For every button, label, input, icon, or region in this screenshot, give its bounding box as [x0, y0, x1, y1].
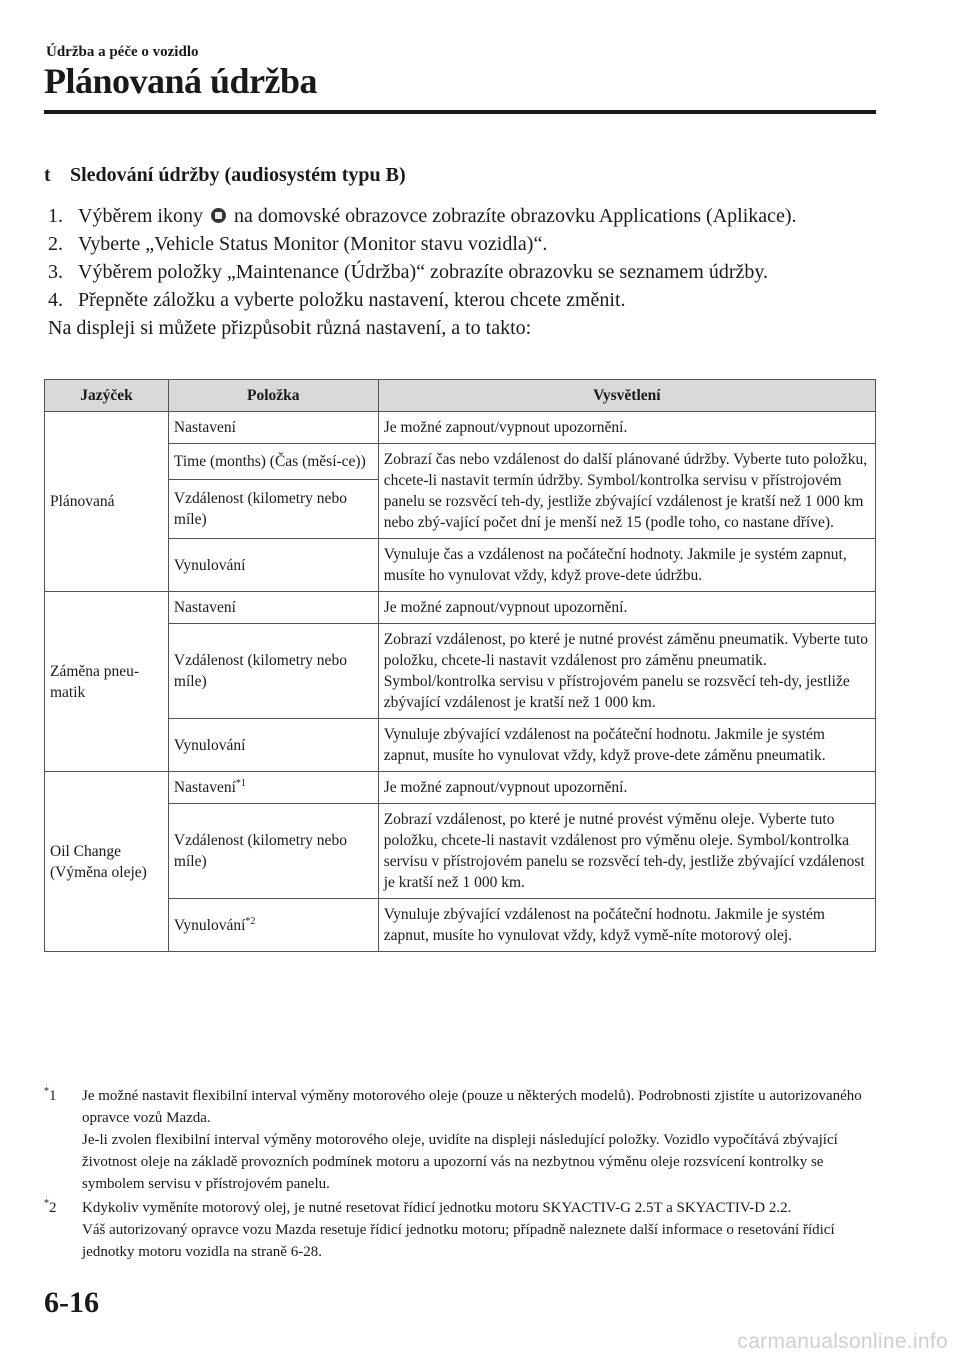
step-text: Přepněte záložku a vyberte položku nastavení, kterou chcete změnit.	[78, 289, 626, 311]
explanation-cell: Je možné zapnout/vypnout upozornění.	[378, 412, 875, 444]
table-row	[45, 804, 876, 899]
footnote-star: *	[44, 1198, 49, 1209]
step-item	[48, 202, 878, 230]
page-number: 6-16	[44, 1286, 99, 1319]
footnote-line: Je-li zvolen flexibilní interval výměny motorového oleje, uvidíte na displeji následující položky. Vozidlo vypočítává zbývající životnost oleje na základě provozních podmínek motoru a upozorní vás na nezbytnou výměnu oleje rozsvícení kontrolky se symbolem servisu v přístrojovém panelu.	[82, 1132, 838, 1192]
table-row	[45, 592, 876, 624]
tab-cell: Plánovaná	[45, 412, 169, 592]
footnote-mark	[44, 1085, 82, 1195]
table-row	[45, 719, 876, 772]
item-cell: Vynulování	[168, 719, 378, 772]
table-row	[45, 539, 876, 592]
table-row	[45, 899, 876, 952]
step-item	[48, 286, 878, 314]
step-item	[48, 230, 878, 258]
item-cell	[168, 772, 378, 804]
explanation-cell: Zobrazí čas nebo vzdálenost do další plánované údržby. Vyberte tuto položku, chcete-li nastavit termín údržby. Symbol/kontrolka servisu v přístrojovém panelu se rozsvěcí teh-dy, jestliže zbývající vzdálenost je kratší než 1 000 km nebo zbý-vající počet dní je menší než 15 (podle toho, co nastane dříve).	[378, 444, 875, 539]
footnote-line: Kdykoliv vyměníte motorový olej, je nutné resetovat řídicí jednotku motoru SKYACTIV-G 2.5T a SKYACTIV-D 2.2.	[82, 1200, 792, 1216]
step-number: 4.	[48, 289, 63, 311]
footnote-body	[82, 1197, 876, 1263]
settings-table	[44, 379, 876, 952]
step-number: 2.	[48, 233, 63, 255]
item-cell: Nastavení	[168, 412, 378, 444]
step-text: Vyberte „Vehicle Status Monitor (Monitor stavu vozidla)“.	[78, 233, 548, 255]
explanation-cell: Vynuluje zbývající vzdálenost na počáteční hodnotu. Jakmile je systém zapnut, musíte ho vynulovat vždy, když prove-dete záměnu pneumatik.	[378, 719, 875, 772]
intro-text: Na displeji si můžete přizpůsobit různá nastavení, a to takto:	[48, 317, 532, 339]
title-rule	[44, 110, 876, 114]
explanation-cell: Zobrazí vzdálenost, po které je nutné provést výměnu oleje. Vyberte tuto položku, chcete-li nastavit vzdálenost pro výměnu oleje. Symbol/kontrolka servisu v přístrojovém panelu se rozsvěcí teh-dy, jestliže zbývající vzdálenost je kratší než 1 000 km.	[378, 804, 875, 899]
step-text	[78, 202, 878, 230]
footnote-line: Je možné nastavit flexibilní interval výměny motorového oleje (pouze u některých modelů). Podrobnosti zjistíte u autorizovaného opravce vozů Mazda.	[82, 1088, 862, 1126]
section-label: Údržba a péče o vozidlo	[46, 44, 199, 60]
footnote-body	[82, 1085, 876, 1195]
applications-icon	[211, 208, 226, 223]
footnote-star: *	[44, 1086, 49, 1097]
table-row	[45, 412, 876, 444]
explanation-cell: Zobrazí vzdálenost, po které je nutné provést záměnu pneumatik. Vyberte tuto položku, chcete-li nastavit vzdálenost pro záměnu pneumatik. Symbol/kontrolka servisu v přístrojovém panelu se rozsvěcí teh-dy, jestliže zbývající vzdálenost je kratší než 1 000 km.	[378, 624, 875, 719]
step-text: Výběrem položky „Maintenance (Údržba)“ zobrazíte obrazovku se seznamem údržby.	[78, 261, 769, 283]
item-cell: Vynulování	[168, 539, 378, 592]
tab-cell: Záměna pneu-matik	[45, 592, 169, 772]
step-text-before: Výběrem ikony	[78, 205, 203, 227]
item-cell	[168, 899, 378, 952]
steps-list	[48, 202, 878, 342]
footnote-number: 1	[49, 1088, 57, 1104]
table-row	[45, 624, 876, 719]
item-cell: Vzdálenost (kilometry nebo míle)	[168, 624, 378, 719]
footnote-line: Váš autorizovaný opravce vozu Mazda resetuje řídicí jednotku motoru; případně naleznete další informace o resetování řídicí jednotky motoru vozidla na straně 6-28.	[82, 1222, 835, 1260]
table-row	[45, 772, 876, 804]
footnotes	[44, 1085, 876, 1265]
footnote-ref: *1	[235, 777, 246, 789]
explanation-cell: Vynuluje čas a vzdálenost na počáteční hodnoty. Jakmile je systém zapnut, musíte ho vynulovat vždy, když prove-dete údržbu.	[378, 539, 875, 592]
subheading-text: Sledování údržby (audiosystém typu B)	[70, 164, 406, 186]
explanation-cell: Vynuluje zbývající vzdálenost na počáteční hodnotu. Jakmile je systém zapnut, musíte ho vynulovat vždy, když vymě-níte motorový olej.	[378, 899, 875, 952]
item-cell: Vzdálenost (kilometry nebo míle)	[168, 804, 378, 899]
explanation-cell: Je možné zapnout/vypnout upozornění.	[378, 592, 875, 624]
item-cell: Time (months) (Čas (měsí-ce))	[168, 444, 378, 480]
header-tab: Jazýček	[45, 380, 169, 412]
page-title: Plánovaná údržba	[44, 61, 318, 101]
item-label: Nastavení	[173, 779, 236, 796]
footnote	[44, 1085, 876, 1195]
footnote-number: 2	[49, 1200, 57, 1216]
step-number: 3.	[48, 261, 63, 283]
table-header-row	[45, 380, 876, 412]
item-cell: Nastavení	[168, 592, 378, 624]
header-item: Položka	[168, 380, 378, 412]
footnote-mark	[44, 1197, 82, 1263]
header-explanation: Vysvětlení	[378, 380, 875, 412]
footnote	[44, 1197, 876, 1263]
item-cell: Vzdálenost (kilometry nebo míle)	[168, 479, 378, 538]
subheading	[44, 164, 406, 187]
tab-cell: Oil Change (Výměna oleje)	[45, 772, 169, 952]
footnote-ref: *2	[245, 915, 256, 927]
step-item	[48, 258, 878, 286]
step-text-after: na domovské obrazovce zobrazíte obrazovku Applications (Aplikace).	[233, 205, 797, 227]
watermark: carmanualsonline.info	[737, 1330, 948, 1353]
step-number: 1.	[48, 205, 63, 227]
bullet-icon: t	[44, 164, 51, 186]
item-label: Vynulování	[173, 916, 246, 934]
explanation-cell: Je možné zapnout/vypnout upozornění.	[378, 772, 875, 804]
table-row	[45, 444, 876, 480]
